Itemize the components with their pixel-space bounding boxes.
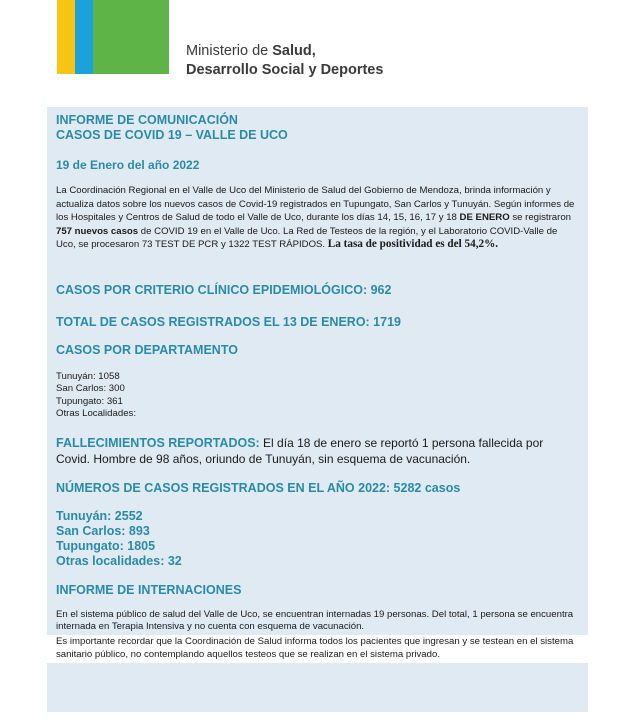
positivity-rate: La tasa de positividad es del 54,2%. xyxy=(327,238,499,251)
internaciones-paragraph: En el sistema público de salud del Valle de Uco, se encuentran internadas 19 personas. Del total, 1 persona se encuentra internada en Terapia Intensiva y no cuenta con esquema de vacunación. xyxy=(56,608,574,632)
list-item: Tupungato: 361 xyxy=(56,395,123,407)
report-title xyxy=(56,113,579,143)
anio-list xyxy=(56,509,579,569)
ministry-prefix: Ministerio de xyxy=(186,43,273,59)
anio-heading: NÚMEROS DE CASOS REGISTRADOS EN EL AÑO 2022: 5282 casos xyxy=(56,480,461,495)
criterio-heading: CASOS POR CRITERIO CLÍNICO EPIDEMIOLÓGICO: 962 xyxy=(56,282,392,297)
report-title-line1: INFORME DE COMUNICACIÓN xyxy=(56,113,238,127)
departamento-heading: CASOS POR DEPARTAMENTO xyxy=(56,342,238,357)
ministry-logo xyxy=(57,0,169,74)
list-item: Otras Localidades: xyxy=(56,408,136,420)
internaciones-heading: INFORME DE INTERNACIONES xyxy=(56,582,242,597)
total-heading: TOTAL DE CASOS REGISTRADOS EL 13 DE ENERO: 1719 xyxy=(56,314,401,329)
report-date: 19 de Enero del año 2022 xyxy=(56,158,200,172)
ministry-salud: Salud, xyxy=(272,43,316,59)
list-item: Tunuyán: 1058 xyxy=(56,370,120,382)
list-item: San Carlos: 893 xyxy=(56,523,150,538)
list-item: Tupungato: 1805 xyxy=(56,538,156,553)
logo-blue-bar xyxy=(75,0,93,74)
list-item: Tunuyán: 2552 xyxy=(56,508,143,523)
note-paragraph: Es importante recordar que la Coordinación de Salud informa todos los pacientes que ingresan y se testean en el sistema sanitario público, no contemplando aquellos testeos que se realizan en el sistema privado. xyxy=(47,635,588,662)
report-title-line2: CASOS DE COVID 19 – VALLE DE UCO xyxy=(56,128,288,142)
departamento-list xyxy=(56,371,579,421)
intro-paragraph: La Coordinación Regional en el Valle de Uco del Ministerio de Salud del Gobierno de Mendoza, brinda información y actualiza datos sobre los nuevos casos de Covid-19 registrados en Tupungato, San Carlos y Tunuyán. Según informes de los Hospitales y Centros de Salud de todo el Valle de Uco, durante los días 14, 15, 16, 17 y 18 DE ENERO se registraron 757 nuevos casos de COVID 19 en el Valle de Uco. La Red de Testeos de la región, y el Laboratorio COVID-Valle de Uco, se procesaron 73 TEST DE PCR y 1322 TEST RÁPIDOS. La tasa de positividad es del 54,2%. xyxy=(56,185,575,251)
list-item: San Carlos: 300 xyxy=(56,383,125,395)
fallecimientos-paragraph: FALLECIMIENTOS REPORTADOS: El día 18 de enero se reportó 1 persona fallecida por Covid. Hombre de 98 años, oriundo de Tunuyán, sin esquema de vacunación. xyxy=(56,435,544,466)
ministry-name xyxy=(186,42,383,80)
ministry-line2: Desarrollo Social y Deportes xyxy=(186,62,384,78)
list-item: Otras localidades: 32 xyxy=(56,553,182,568)
fallecimientos-label: FALLECIMIENTOS REPORTADOS: xyxy=(56,435,260,450)
logo-green-bar xyxy=(93,0,169,74)
report-panel xyxy=(47,107,588,712)
